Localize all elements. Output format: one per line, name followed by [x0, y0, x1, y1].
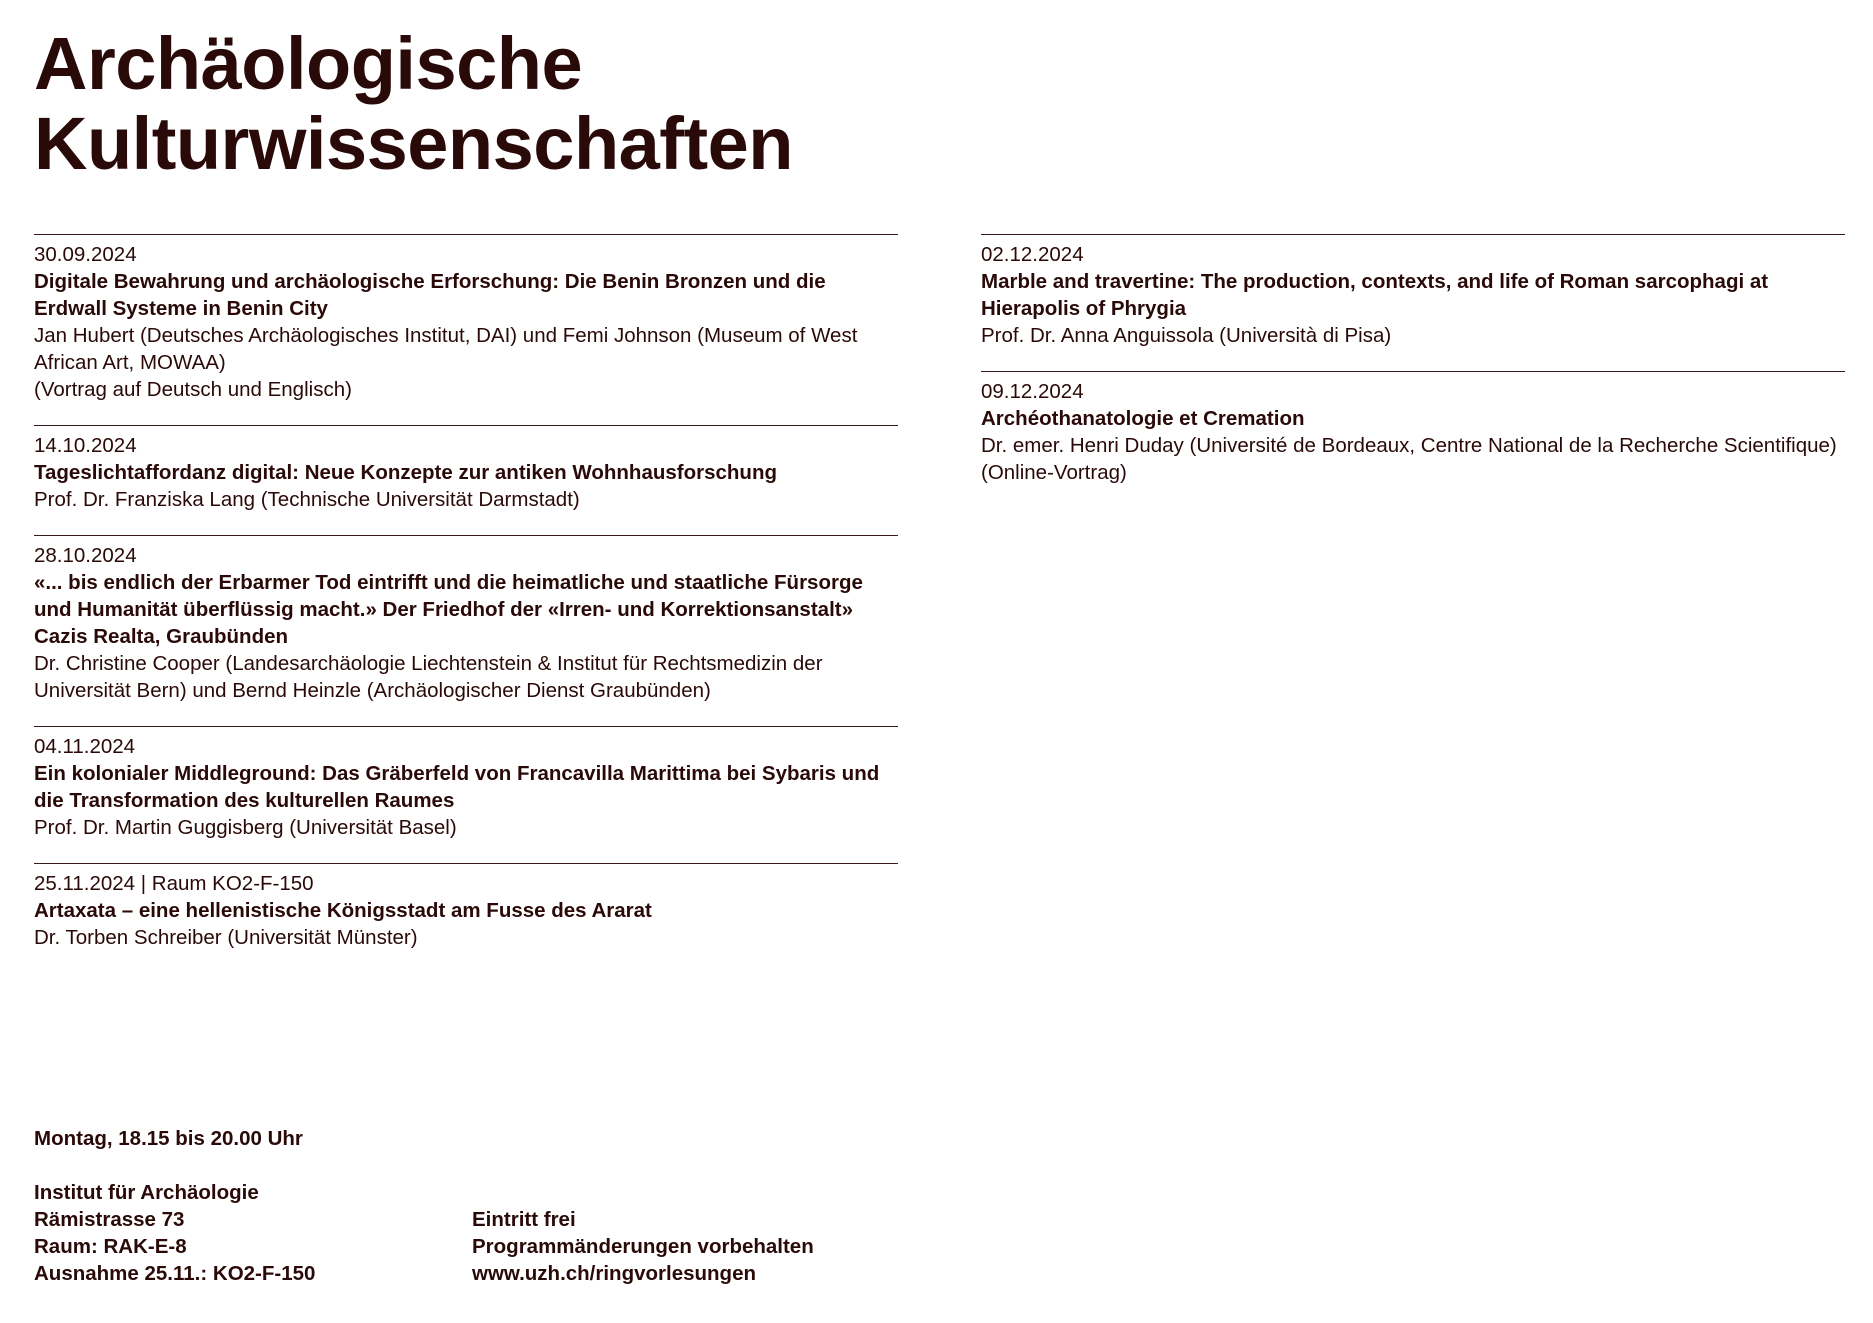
event-title: Ein kolonialer Middleground: Das Gräberfeld von Francavilla Marittima bei Sybaris und die Transformation des kulturellen Raumes — [34, 762, 880, 812]
event-info — [472, 1206, 814, 1287]
event-note: (Vortrag auf Deutsch und Englisch) — [34, 378, 352, 401]
schedule-time: Montag, 18.15 bis 20.00 Uhr — [34, 1127, 303, 1150]
event-title: «... bis endlich der Erbarmer Tod eintrifft und die heimatliche und staatliche Fürsorge und Humanität überflüssig macht.» Der Friedhof der «Irren- und Korrektionsanstalt» Cazis Realta, Graubünden — [34, 571, 863, 648]
venue-address — [34, 1179, 315, 1287]
title-line: Archäologische — [34, 22, 583, 105]
event-list-right — [981, 234, 1845, 508]
event-date: 28.10.2024 — [34, 544, 137, 567]
event-speaker: Dr. Torben Schreiber (Universität Münster) — [34, 926, 418, 949]
address-line: Raum: RAK-E-8 — [34, 1235, 187, 1258]
event-title: Marble and travertine: The production, contexts, and life of Roman sarcophagi at Hierapolis of Phrygia — [981, 270, 1769, 320]
event-date: 04.11.2024 — [34, 735, 136, 758]
event-speaker: Prof. Dr. Martin Guggisberg (Universität Basel) — [34, 816, 457, 839]
event-title: Tageslichtaffordanz digital: Neue Konzepte zur antiken Wohnhausforschung — [34, 461, 777, 484]
info-line: Programmänderungen vorbehalten — [472, 1235, 814, 1258]
info-line: Eintritt frei — [472, 1208, 576, 1231]
event-note: (Online-Vortrag) — [981, 461, 1127, 484]
event-item — [981, 371, 1845, 508]
event-item — [981, 234, 1845, 371]
event-title: Artaxata – eine hellenistische Königsstadt am Fusse des Ararat — [34, 899, 652, 922]
event-title: Digitale Bewahrung und archäologische Erforschung: Die Benin Bronzen und die Erdwall Systeme in Benin City — [34, 270, 826, 320]
event-title: Archéothanatologie et Cremation — [981, 407, 1305, 430]
event-item — [34, 425, 898, 535]
event-list-left — [34, 234, 898, 973]
event-item — [34, 535, 898, 726]
address-line: Institut für Archäologie — [34, 1181, 259, 1204]
event-item — [34, 863, 898, 973]
page-title — [34, 24, 793, 184]
website-link[interactable]: www.uzh.ch/ringvorlesungen — [472, 1262, 756, 1285]
event-item — [34, 234, 898, 425]
event-date: 09.12.2024 — [981, 380, 1084, 403]
address-line: Ausnahme 25.11.: KO2-F-150 — [34, 1262, 316, 1285]
event-date: 02.12.2024 — [981, 243, 1084, 266]
event-speaker: Prof. Dr. Anna Anguissola (Università di Pisa) — [981, 324, 1392, 347]
event-date: 25.11.2024 | Raum KO2-F-150 — [34, 872, 314, 895]
event-speaker: Jan Hubert (Deutsches Archäologisches Institut, DAI) und Femi Johnson (Museum of West African Art, MOWAA) — [34, 324, 858, 374]
event-date: 14.10.2024 — [34, 434, 137, 457]
event-speaker: Dr. Christine Cooper (Landesarchäologie Liechtenstein & Institut für Rechtsmedizin der Universität Bern) und Bernd Heinzle (Archäologischer Dienst Graubünden) — [34, 652, 823, 702]
title-line: Kulturwissenschaften — [34, 102, 793, 185]
address-line: Rämistrasse 73 — [34, 1208, 185, 1231]
event-speaker: Prof. Dr. Franziska Lang (Technische Universität Darmstadt) — [34, 488, 580, 511]
event-speaker: Dr. emer. Henri Duday (Université de Bordeaux, Centre National de la Recherche Scientifique) — [981, 434, 1837, 457]
event-date: 30.09.2024 — [34, 243, 137, 266]
event-item — [34, 726, 898, 863]
